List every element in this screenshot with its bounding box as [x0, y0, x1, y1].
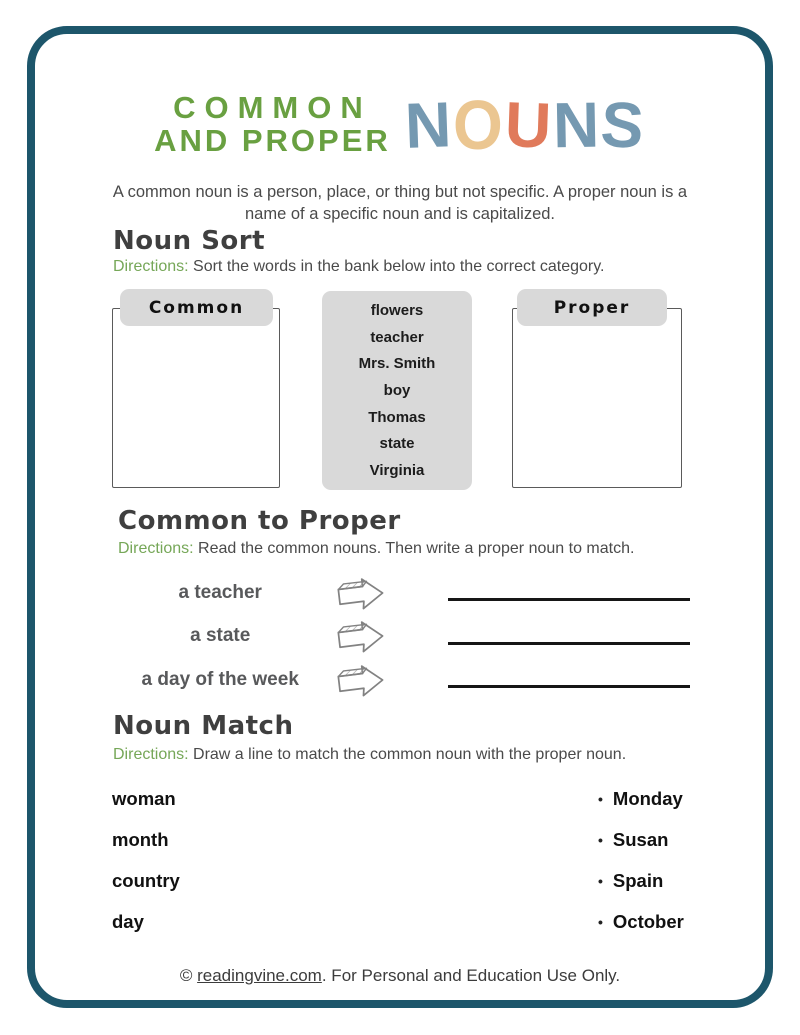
directions-text: Sort the words in the bank below into the correct category. — [188, 258, 605, 275]
word-bank-item: teacher — [370, 328, 424, 346]
title-line2: AND PROPER — [154, 122, 391, 158]
word-bank-item: flowers — [370, 301, 424, 319]
noun-sort-directions — [113, 258, 605, 276]
word-bank-item: state — [379, 435, 415, 453]
ctp-row — [110, 571, 690, 615]
directions-label: Directions: — [113, 746, 189, 763]
footer-usage-text: . For Personal and Education Use Only. — [321, 966, 621, 985]
common-noun-prompt: a teacher — [178, 581, 262, 603]
proper-sort-box — [512, 308, 682, 488]
copyright-symbol: © — [179, 966, 198, 985]
match-proper-noun-label: October — [612, 910, 684, 932]
match-proper-noun-label: Spain — [612, 869, 664, 891]
noun-match-directions — [113, 746, 626, 764]
title-letter: N — [552, 88, 602, 161]
title-letter: N — [403, 87, 455, 162]
match-proper-noun — [598, 861, 684, 902]
ctp-row — [110, 658, 690, 702]
word-bank — [322, 291, 472, 490]
common-sort-box — [112, 308, 280, 488]
bullet-dot: • — [598, 832, 603, 849]
answer-blank-line — [448, 685, 690, 688]
footer-copyright — [0, 966, 800, 986]
common-noun-prompt: a state — [190, 625, 251, 647]
title-letter: S — [598, 87, 649, 163]
word-bank-item: Virginia — [369, 462, 425, 480]
title-letter: O — [453, 85, 505, 164]
match-proper-noun — [598, 820, 684, 861]
intro-text: A common noun is a person, place, or thing but not specific. A proper noun is a name of a specific noun and is capitalized. — [112, 183, 688, 224]
title-common-and-proper — [154, 92, 391, 157]
match-common-column — [112, 779, 180, 942]
match-proper-noun — [598, 779, 684, 820]
title-nouns-word — [403, 85, 649, 164]
bullet-dot: • — [598, 872, 603, 889]
directions-text: Draw a line to match the common noun with the proper noun. — [188, 746, 627, 763]
directions-label: Directions: — [113, 258, 189, 275]
directions-label: Directions: — [118, 540, 194, 557]
common-to-proper-directions — [118, 540, 634, 558]
worksheet-title — [0, 85, 800, 164]
ctp-row — [110, 615, 690, 659]
answer-blank-line — [448, 598, 690, 601]
noun-sort-heading: Noun Sort — [113, 226, 266, 256]
match-common-noun: country — [112, 869, 180, 891]
word-bank-item: Thomas — [368, 408, 426, 426]
common-to-proper-heading: Common to Proper — [118, 506, 401, 536]
bullet-dot: • — [598, 791, 603, 808]
proper-label: Proper — [517, 289, 667, 326]
match-proper-noun — [598, 901, 684, 942]
arrow-right-icon — [334, 661, 386, 699]
word-bank-item: Mrs. Smith — [358, 355, 436, 373]
arrow-right-icon — [334, 574, 386, 612]
match-proper-noun-label: Susan — [612, 829, 669, 851]
word-bank-item: boy — [383, 381, 411, 399]
match-proper-noun-label: Monday — [612, 788, 683, 810]
common-noun-prompt: a day of the week — [141, 668, 299, 690]
title-line1: COMMON — [173, 90, 372, 125]
readingvine-link[interactable]: readingvine.com — [197, 966, 322, 985]
noun-match-heading: Noun Match — [113, 711, 294, 741]
match-proper-column — [598, 779, 684, 942]
title-letter: U — [503, 87, 555, 162]
common-label: Common — [120, 289, 273, 326]
directions-text: Read the common nouns. Then write a proper noun to match. — [193, 540, 635, 557]
match-common-noun: day — [112, 910, 144, 932]
arrow-right-icon — [334, 617, 386, 655]
answer-blank-line — [448, 642, 690, 645]
match-common-noun: month — [112, 829, 169, 851]
match-common-noun: woman — [112, 788, 176, 810]
bullet-dot: • — [598, 913, 603, 930]
common-to-proper-rows — [110, 571, 690, 702]
